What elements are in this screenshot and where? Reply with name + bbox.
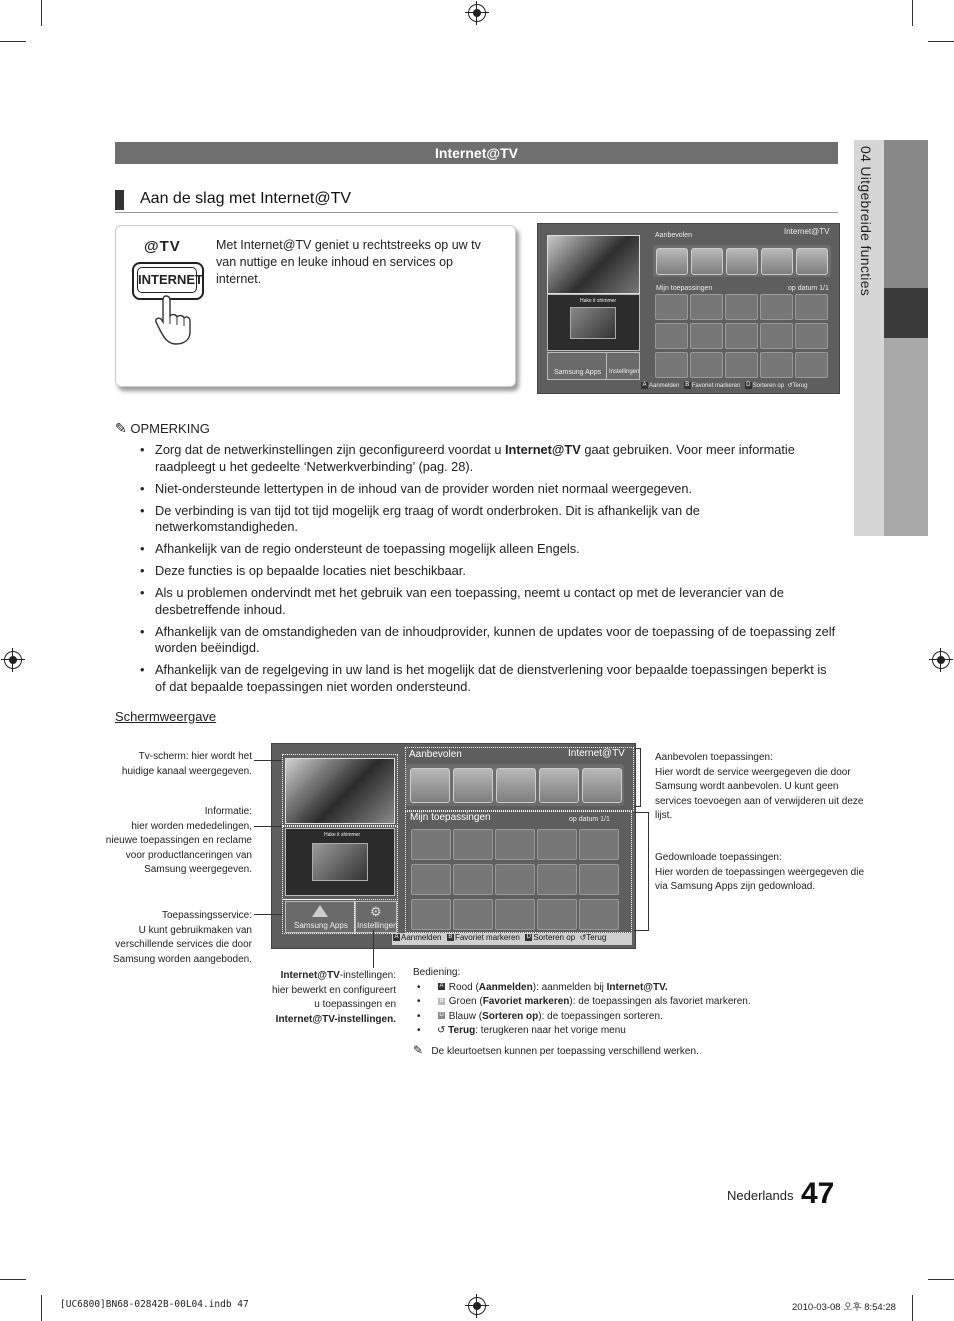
list-item: • Zorg dat de netwerkinstellingen zijn geconfigureerd voordat u Internet@TV gaat gebruiken. Voor meer informatie raadpleegt u het gedeelte ‘Netwerkverbinding’ (pag. 28).: [140, 442, 840, 475]
large-button-bar: A Aanmelden B Favoriet markeren D Sorteren op ↺Terug: [392, 933, 632, 945]
brand-label: Internet@TV: [568, 748, 625, 759]
note-heading: [115, 420, 210, 437]
bediening-title: Bediening:: [413, 967, 461, 978]
crop-mark: [928, 41, 954, 42]
footer-date: 2010-03-08 오후 8:54:28: [792, 1302, 896, 1313]
bediening-block: [413, 966, 753, 1059]
recommended-label: Aanbevolen: [409, 749, 462, 760]
list-item: • Als u problemen ondervindt met het gebruik van een toepassing, neemt u contact op met de leverancier van de desbetreffende inhoud.: [140, 585, 840, 618]
chapter-side-tab: [854, 140, 928, 536]
intro-box: [115, 225, 516, 387]
callout-service: Toepassingsservice: U kunt gebruikmaken van verschillende services die door Samsung worden aangeboden.: [113, 910, 252, 965]
crop-mark: [41, 1295, 42, 1321]
small-brand-label: Internet@TV: [784, 227, 830, 236]
callout-tv: Tv-scherm: hier wordt het huidige kanaal weergegeven.: [121, 751, 252, 777]
list-item: • D Blauw (Sorteren op): de toepassingen sorteren.: [417, 1010, 663, 1022]
gear-icon: ⚙: [370, 904, 382, 919]
callout-recommended: Aanbevolen toepassingen: Hier wordt de service weergegeven die door Samsung wordt aanbevolen. U kunt geen services toevoegen aan of verwijderen uit deze lijst.: [655, 752, 864, 821]
crop-mark: [0, 41, 26, 42]
small-button-bar: A Aanmelden B Favoriet markeren D Sorteren op ↺Terug: [642, 382, 808, 390]
page-heading: [115, 188, 838, 213]
small-samsung-apps-button[interactable]: Samsung Apps: [547, 352, 607, 380]
registration-mark-icon: [4, 651, 22, 669]
footer-file: [UC6800]BN68-02842B-00L04.indb 47: [60, 1299, 249, 1310]
small-recommended-row: [653, 245, 831, 277]
bediening-note: ✎ De kleurtoetsen kunnen per toepassing verschillend werken.: [413, 1042, 699, 1057]
small-sort-label: op datum 1/1: [788, 285, 829, 292]
callout-info: Informatie: hier worden mededelingen, nieuwe toepassingen en reclame voor productlanceringen van Samsung weergegeven.: [105, 806, 252, 875]
crop-mark: [912, 0, 913, 26]
large-samsung-apps-button[interactable]: Samsung Apps: [285, 901, 355, 933]
small-tv-preview: [547, 235, 640, 294]
chapter-title: 04 Uitgebreide functies: [858, 146, 874, 297]
large-tv-screen: [271, 743, 636, 949]
list-item: • Afhankelijk van de regelgeving in uw land is het mogelijk dat de dienstverlening voor bepaalde toepassingen beperkt is of dat bepaalde toepassingen niet worden ondersteund.: [140, 662, 840, 695]
small-my-apps-label: Mijn toepassingen: [656, 285, 713, 292]
intro-text: Met Internet@TV geniet u rechtstreeks op uw tv van nuttige en leuke inhoud en services op internet.: [216, 238, 481, 286]
crop-mark: [912, 1295, 913, 1321]
registration-mark-icon: [468, 4, 486, 22]
list-item: • B Groen (Favoriet markeren): de toepassingen als favoriet markeren.: [417, 996, 751, 1007]
heading-text: Aan de slag met Internet@TV: [140, 190, 352, 207]
page-number: 47: [801, 1177, 835, 1210]
hand-pointer-icon: [154, 294, 204, 346]
list-item: • Deze functies is op bepaalde locaties niet beschikbaar.: [140, 563, 840, 580]
list-item: • A Rood (Aanmelden): aanmelden bij Internet@TV.: [417, 981, 668, 993]
note-label: OPMERKING: [130, 421, 210, 436]
section-title: Internet@TV: [115, 142, 838, 164]
small-tv-screen: [537, 223, 840, 394]
callout-settings: Internet@TV-instellingen: hier bewerkt en configureert u toepassingen en Internet@TV-instellingen.: [272, 970, 396, 1025]
list-item: • ↺ Terug: terugkeren naar het vorige menu: [417, 1025, 626, 1036]
large-settings-button[interactable]: ⚙ Instellingen: [355, 901, 397, 933]
note-list: [140, 442, 840, 701]
my-apps-label: Mijn toepassingen: [410, 812, 491, 823]
logo-top-text: @TV: [144, 238, 181, 255]
small-my-apps-grid: [653, 292, 831, 380]
pencil-icon: ✎: [115, 420, 127, 436]
list-item: • Afhankelijk van de regio ondersteunt de toepassing mogelijk alleen Engels.: [140, 541, 840, 558]
crop-mark: [0, 1279, 26, 1280]
pencil-icon: ✎: [413, 1042, 424, 1057]
list-item: • Afhankelijk van de omstandigheden van de inhoudprovider, kunnen de updates voor de toepassing of de toepassing zelf worden beëindigd.: [140, 624, 840, 657]
registration-mark-icon: [468, 1297, 486, 1315]
callout-downloaded: Gedownloade toepassingen: Hier worden de toepassingen weergegeven die via Samsung Apps zijn gedownload.: [655, 852, 865, 892]
internet-button-icon: INTERNET: [132, 262, 204, 300]
small-info-panel: Hake it shimmer: [547, 294, 640, 351]
footer-language: Nederlands: [727, 1188, 794, 1203]
crop-mark: [928, 1279, 954, 1280]
subsection-title: Schermweergave: [115, 709, 217, 724]
small-settings-button[interactable]: Instellingen: [606, 352, 640, 380]
registration-mark-icon: [932, 651, 950, 669]
crop-mark: [41, 0, 42, 26]
return-icon: ↺: [437, 1025, 446, 1036]
sort-label: op datum 1/1: [569, 816, 610, 823]
list-item: • De verbinding is van tijd tot tijd mogelijk erg traag of wordt onderbroken. Dit is afhankelijk van de netwerkomstandigheden.: [140, 503, 840, 536]
small-recommended-label: Aanbevolen: [655, 232, 692, 239]
list-item: • Niet-ondersteunde lettertypen in de inhoud van de provider worden niet normaal weergegeven.: [140, 481, 840, 498]
large-info-panel: Hake it shimmer: [285, 828, 395, 896]
